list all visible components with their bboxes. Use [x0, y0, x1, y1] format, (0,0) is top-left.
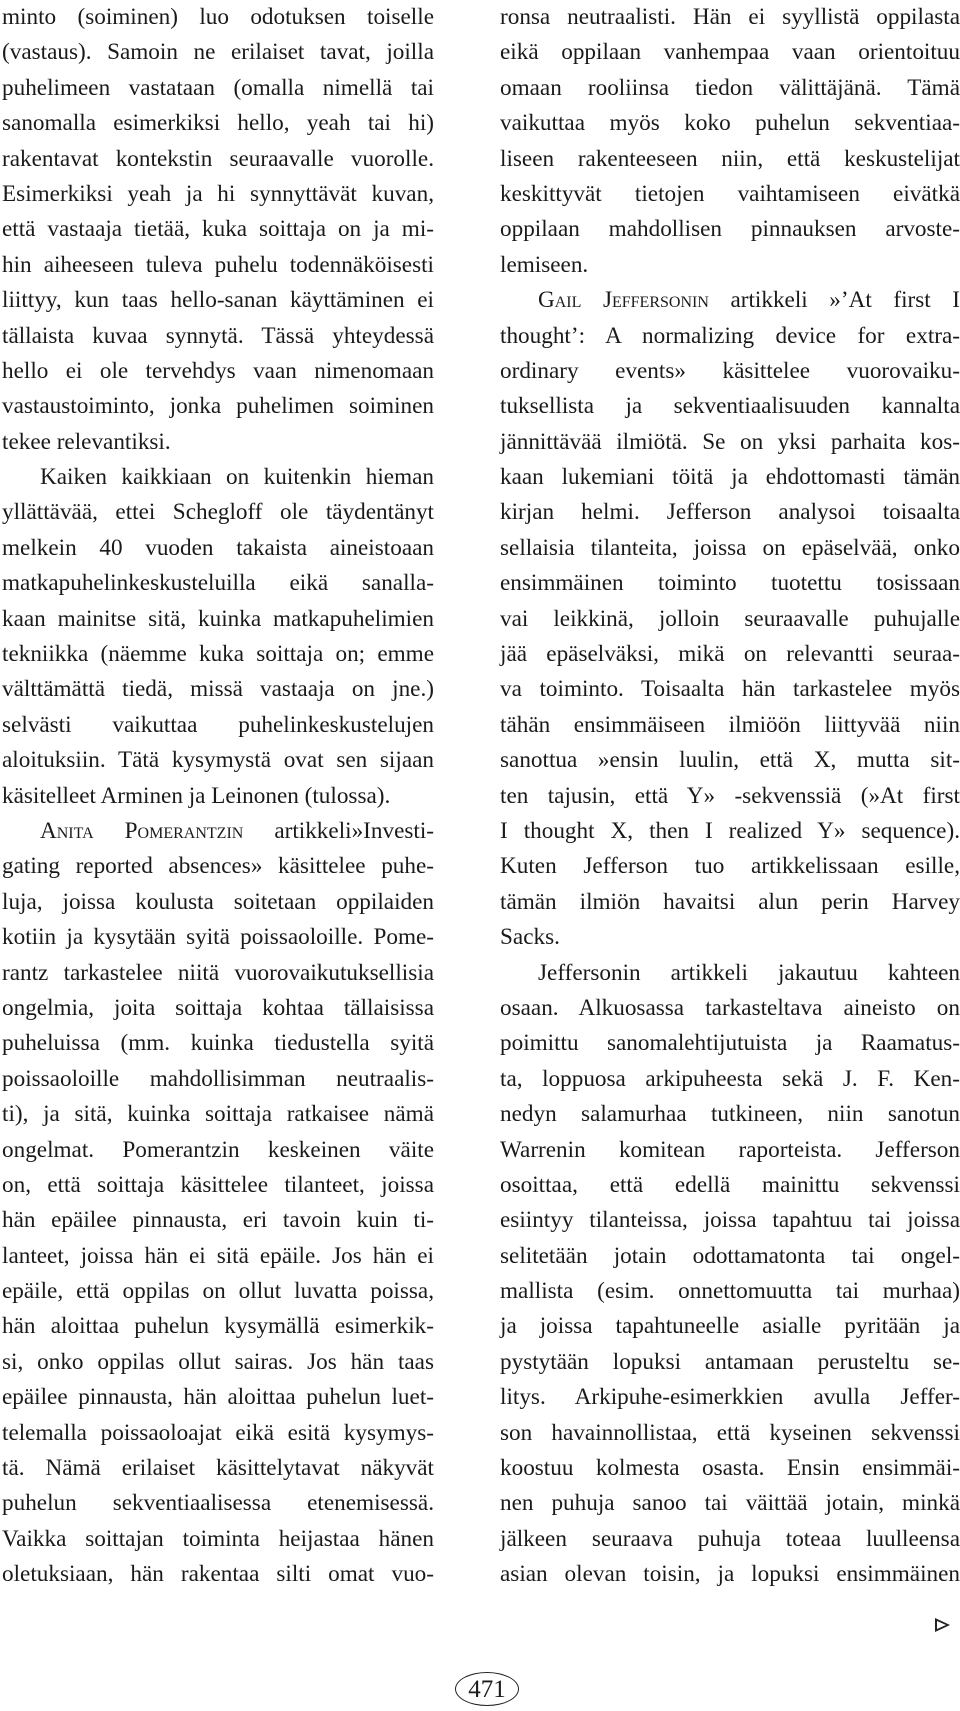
- text-line: (vastaus). Samoin ne erilaiset tavat, joilla: [2, 39, 434, 66]
- line-text: artikkeli »’At first I: [708, 287, 960, 314]
- text-line: tekee relevantiksi.: [2, 428, 171, 455]
- text-line: lanteet, joissa hän ei sitä epäile. Jos hän ei: [2, 1242, 434, 1269]
- text-line: aloituksiin. Tätä kysymystä ovat sen sijaan: [2, 747, 434, 774]
- text-line: ordinary events» käsittelee vuorovaiku-: [500, 357, 960, 384]
- text-line: hän aloittaa puhelun kysymällä esimerkik-: [2, 1313, 434, 1340]
- text-line: melkein 40 vuoden takaista aineistoaan: [2, 534, 434, 561]
- text-line: vastaustoiminto, jonka puhelimen soiminen: [2, 393, 434, 420]
- text-line: thought’: A normalizing device for extra-: [500, 322, 960, 349]
- text-line: jää epäselväksi, mikä on relevantti seuraa-: [500, 641, 960, 668]
- text-line: matkapuhelinkeskusteluilla eikä sanalla-: [2, 570, 434, 597]
- text-line: kotiin ja kysytään syitä poissaoloille. Pome-: [2, 924, 434, 951]
- text-line: käsitelleet Arminen ja Leinonen (tulossa).: [2, 782, 391, 809]
- text-line: ja joissa tapahtuneelle asialle pyritään ja: [500, 1313, 960, 1340]
- text-line: puheluissa (mm. kuinka tiedustella syitä: [2, 1030, 434, 1057]
- text-line: jännittävää ilmiötä. Se on yksi parhaita kos-: [500, 428, 960, 455]
- text-line: oppilaan mahdollisen pinnauksen arvoste-: [500, 216, 960, 243]
- text-line: Warrenin komitean raporteista. Jefferson: [500, 1136, 960, 1163]
- text-line: telemalla poissaoloajat eikä esitä kysymys-: [2, 1419, 434, 1446]
- text-line: on, että soittaja käsittelee tilanteet, joissa: [2, 1171, 434, 1198]
- text-line: sanomalla esimerkiksi hello, yeah tai hi): [2, 110, 434, 137]
- text-line: kirjan helmi. Jefferson analysoi toisaalta: [500, 499, 960, 526]
- text-line: minto (soiminen) luo odotuksen toiselle: [2, 4, 434, 30]
- text-line: liittyy, kun taas hello-sanan käyttäminen ei: [2, 287, 434, 314]
- text-line: ta, loppuosa arkipuheesta sekä J. F. Ken-: [500, 1065, 960, 1092]
- text-line: [2, 814, 434, 849]
- text-line: [500, 283, 960, 318]
- text-line: nedyn salamurhaa tutkineen, niin sanotun: [500, 1101, 960, 1128]
- left-column: [2, 0, 434, 1593]
- text-line: keskittyvät tietojen vaihtamiseen eivätkä: [500, 180, 960, 207]
- right-column: [500, 0, 960, 1593]
- text-line: oletuksiaan, hän rakentaa silti omat vuo-: [2, 1561, 434, 1588]
- text-line: sanottua »ensin luulin, että X, mutta sit-: [500, 747, 960, 774]
- text-line: Jeffersonin artikkeli jakautuu kahteen: [538, 959, 960, 986]
- text-line: yllättävää, ettei Schegloff ole täydentänyt: [2, 499, 434, 526]
- text-line: va toiminto. Toisaalta hän tarkastelee myös: [500, 676, 960, 703]
- text-line: ensimmäinen toiminto tuotettu tosissaan: [500, 570, 960, 597]
- text-line: ti), ja sitä, kuinka soittaja ratkaisee nämä: [2, 1101, 434, 1128]
- text-line: puhelun sekventiaalisessa etenemisessä.: [2, 1490, 434, 1517]
- text-line: tä. Nämä erilaiset käsittelytavat näkyvät: [2, 1455, 434, 1482]
- text-line: lemiseen.: [500, 251, 589, 278]
- text-line: ongelmat. Pomerantzin keskeinen väite: [2, 1136, 434, 1163]
- text-line: rantz tarkastelee niitä vuorovaikutuksellisia: [2, 959, 434, 986]
- line-text: artikkeli»Investi-: [243, 817, 434, 844]
- text-line: hän epäilee pinnausta, eri tavoin kuin ti-: [2, 1207, 434, 1234]
- text-line: tekniikka (näemme kuka soittaja on; emme: [2, 641, 434, 668]
- text-line: omaan rooliinsa tiedon välittäjänä. Tämä: [500, 74, 960, 101]
- continue-arrow-icon: [935, 1618, 950, 1632]
- text-line: gating reported absences» käsittelee puhe-: [2, 853, 434, 880]
- text-line: Sacks.: [500, 924, 560, 951]
- author-name: Gail Jeffersonin: [538, 287, 709, 314]
- text-line: luja, joissa koulusta soitetaan oppilaiden: [2, 888, 434, 915]
- text-line: selvästi vaikuttaa puhelinkeskustelujen: [2, 711, 434, 738]
- text-line: rakentavat kontekstin seuraavalle vuorolle.: [2, 145, 434, 172]
- text-line: poissaoloille mahdollisimman neutraalis-: [2, 1065, 434, 1092]
- text-line: osaan. Alkuosassa tarkasteltava aineisto on: [500, 994, 960, 1021]
- text-line: mallista (esim. onnettomuutta tai murhaa): [500, 1278, 960, 1305]
- text-line: puhelimeen vastataan (omalla nimellä tai: [2, 74, 434, 101]
- text-line: vai leikkinä, jolloin seuraavalle puhujalle: [500, 605, 960, 632]
- text-line: tuksellista ja sekventiaalisuuden kannalta: [500, 393, 960, 420]
- page-number: 471: [455, 1672, 519, 1706]
- text-line: kaan mainitse sitä, kuinka matkapuhelimien: [2, 605, 434, 632]
- text-line: kaan lukemiani töitä ja ehdottomasti tämän: [500, 464, 960, 491]
- text-line: litys. Arkipuhe-esimerkkien avulla Jeffer-: [500, 1384, 960, 1411]
- text-line: osoittaa, että edellä mainittu sekvenssi: [500, 1171, 960, 1198]
- text-line: epäilee pinnausta, hän aloittaa puhelun luet-: [2, 1384, 434, 1411]
- text-line: tällaista kuvaa synnytä. Tässä yhteydessä: [2, 322, 434, 349]
- text-line: välttämättä tiedä, missä vastaaja on jne.): [2, 676, 434, 703]
- text-line: koostuu kolmesta osasta. Ensin ensimmäi-: [500, 1455, 960, 1482]
- text-line: hello ei ole tervehdys vaan nimenomaan: [2, 357, 434, 384]
- text-line: ten tajusin, että Y» -sekvenssiä (»At first: [500, 782, 960, 809]
- text-line: hin aiheeseen tuleva puhelu todennäköisesti: [2, 251, 434, 278]
- text-line: liseen rakenteeseen niin, että keskustelijat: [500, 145, 960, 172]
- text-line: si, onko oppilas ollut sairas. Jos hän taas: [2, 1348, 434, 1375]
- text-line: Kaiken kaikkiaan on kuitenkin hieman: [40, 464, 434, 491]
- text-line: sellaisia tilanteita, joissa on epäselvää, onko: [500, 534, 960, 561]
- text-line: asian olevan toisin, ja lopuksi ensimmäinen: [500, 1561, 960, 1588]
- text-line: ronsa neutraalisti. Hän ei syyllistä oppilasta: [500, 4, 960, 30]
- author-name: Anita Pomerantzin: [40, 817, 244, 844]
- text-line: son havainnollistaa, että kyseinen sekvenssi: [500, 1419, 960, 1446]
- text-line: että vastaaja tietää, kuka soittaja on ja mi-: [2, 216, 434, 243]
- text-line: nen puhuja sanoo tai väittää jotain, minkä: [500, 1490, 960, 1517]
- text-line: tähän ensimmäiseen ilmiöön liittyvää niin: [500, 711, 960, 738]
- text-line: jälkeen seuraava puhuja toteaa luulleensa: [500, 1525, 960, 1552]
- text-line: pystytään lopuksi antamaan perusteltu se-: [500, 1348, 960, 1375]
- text-line: poimittu sanomalehtijutuista ja Raamatus-: [500, 1030, 960, 1057]
- text-line: esiintyy tilanteissa, joissa tapahtuu tai joissa: [500, 1207, 960, 1234]
- text-line: eikä oppilaan vanhempaa vaan orientoituu: [500, 39, 960, 66]
- text-line: epäile, että oppilas on ollut luvatta poissa,: [2, 1278, 434, 1305]
- text-line: I thought X, then I realized Y» sequence).: [500, 817, 960, 844]
- text-line: Kuten Jefferson tuo artikkelissaan esille,: [500, 853, 960, 880]
- text-line: selitetään jotain odottamatonta tai ongel-: [500, 1242, 960, 1269]
- text-line: Vaikka soittajan toiminta heijastaa hänen: [2, 1525, 434, 1552]
- text-line: ongelmia, joita soittaja kohtaa tällaisissa: [2, 994, 434, 1021]
- text-line: vaikuttaa myös koko puhelun sekventiaa-: [500, 110, 960, 137]
- text-line: tämän ilmiön havaitsi alun perin Harvey: [500, 888, 960, 915]
- text-line: Esimerkiksi yeah ja hi synnyttävät kuvan,: [2, 180, 434, 207]
